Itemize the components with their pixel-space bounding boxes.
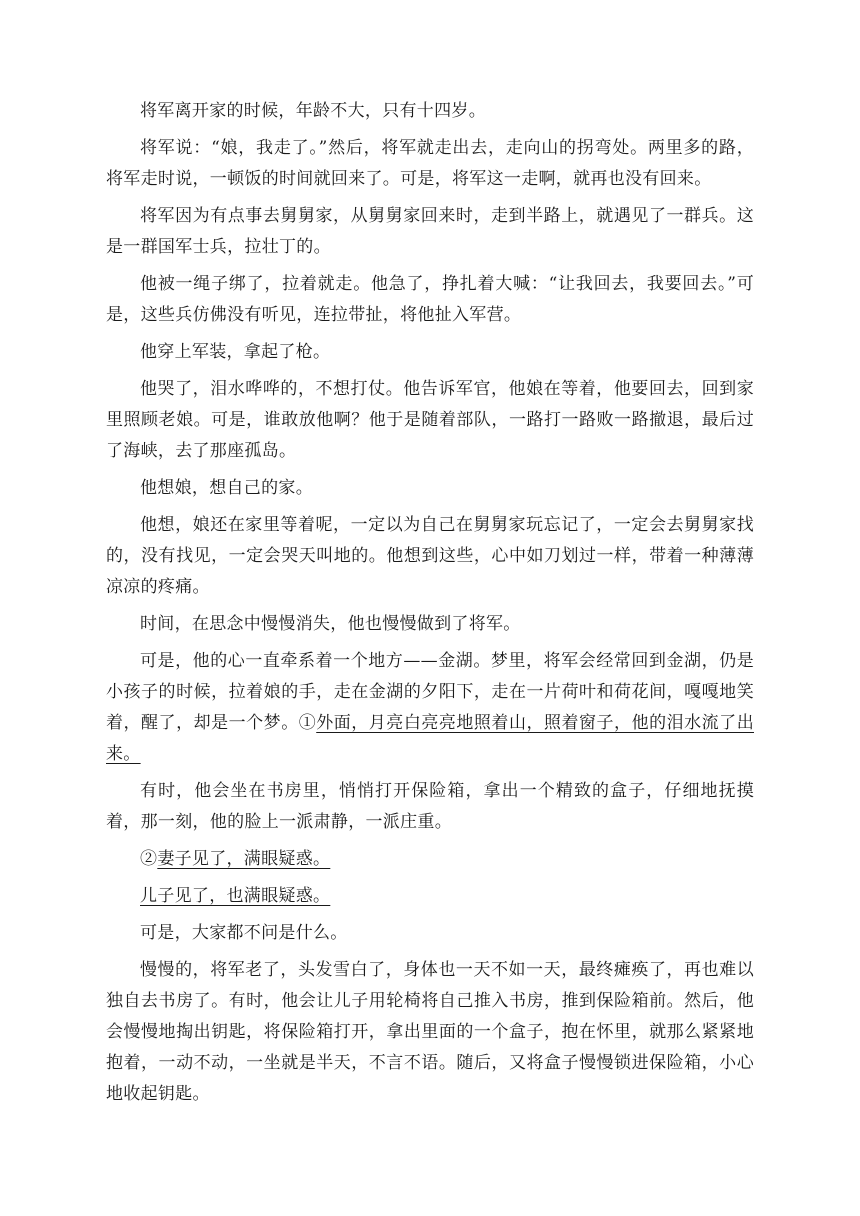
paragraph <box>106 96 754 127</box>
text-segment: 慢慢的，将军老了，头发雪白了，身体也一天不如一天，最终瘫痪了，再也难以独自去书房了。有时，他会让儿子用轮椅将自己推入书房，推到保险箱前。然后，他会慢慢地掏出钥匙，将保险箱打开，拿出里面的一个盒子，抱在怀里，就那么紧紧地抱着，一动不动，一坐就是半天，不言不语。随后，又将盒子慢慢锁进保险箱，小心地收起钥匙。 <box>106 960 754 1104</box>
paragraph <box>106 269 754 331</box>
paragraph <box>106 881 754 912</box>
underlined-sentence: 妻子见了，满眼疑惑。 <box>157 849 331 869</box>
paragraph <box>106 510 754 603</box>
text-segment: 他穿上军装，拿起了枪。 <box>140 342 331 362</box>
paragraph <box>106 133 754 195</box>
paragraph <box>106 776 754 838</box>
text-segment: 可是，他的心一直牵系着一个地方——金湖。梦里，将军会经常回到金湖，仍是小孩子的时候，拉着娘的手，走在金湖的夕阳下，走在一片荷叶和荷花间，嘎嘎地笑着，醒了，却是一个梦。① <box>106 651 754 733</box>
text-segment: 有时，他会坐在书房里，悄悄打开保险箱，拿出一个精致的盒子，仔细地抚摸着，那一刻，他的脸上一派肃静，一派庄重。 <box>106 781 754 832</box>
paragraph <box>106 374 754 467</box>
paragraph <box>106 201 754 263</box>
text-segment: 他想娘，想自己的家。 <box>140 478 313 498</box>
text-segment: 将军因为有点事去舅舅家，从舅舅家回来时，走到半路上，就遇见了一群兵。这是一群国军士兵，拉壮丁的。 <box>106 206 754 257</box>
text-segment: 时间，在思念中慢慢消失，他也慢慢做到了将军。 <box>140 614 521 634</box>
paragraph <box>106 918 754 949</box>
paragraph <box>106 609 754 640</box>
paragraph <box>106 844 754 875</box>
paragraph <box>106 473 754 504</box>
text-segment: 将军离开家的时候，年龄不大，只有十四岁。 <box>140 101 486 121</box>
text-segment: ② <box>140 849 158 869</box>
paragraph <box>106 955 754 1110</box>
text-segment: 可是，大家都不问是什么。 <box>140 923 348 943</box>
paragraph <box>106 337 754 368</box>
story-text <box>106 96 754 1110</box>
text-segment: 他被一绳子绑了，拉着就走。他急了，挣扎着大喊：“让我回去，我要回去。”可是，这些兵仿佛没有听见，连拉带扯，将他扯入军营。 <box>106 274 754 325</box>
text-segment: 将军说：“娘，我走了。”然后，将军就走出去，走向山的拐弯处。两里多的路，将军走时说，一顿饭的时间就回来了。可是，将军这一走啊，就再也没有回来。 <box>106 138 754 189</box>
text-segment: 他想，娘还在家里等着呢，一定以为自己在舅舅家玩忘记了，一定会去舅舅家找的，没有找见，一定会哭天叫地的。他想到这些，心中如刀划过一样，带着一种薄薄凉凉的疼痛。 <box>106 515 754 597</box>
underlined-sentence: 外面，月亮白亮亮地照着山，照着窗子，他的泪水流了出来。 <box>106 713 754 764</box>
underlined-sentence: 儿子见了，也满眼疑惑。 <box>140 886 331 906</box>
text-segment: 他哭了，泪水哗哗的，不想打仗。他告诉军官，他娘在等着，他要回去，回到家里照顾老娘。可是，谁敢放他啊？他于是随着部队，一路打一路败一路撤退，最后过了海峡，去了那座孤岛。 <box>106 379 754 461</box>
paragraph <box>106 646 754 770</box>
